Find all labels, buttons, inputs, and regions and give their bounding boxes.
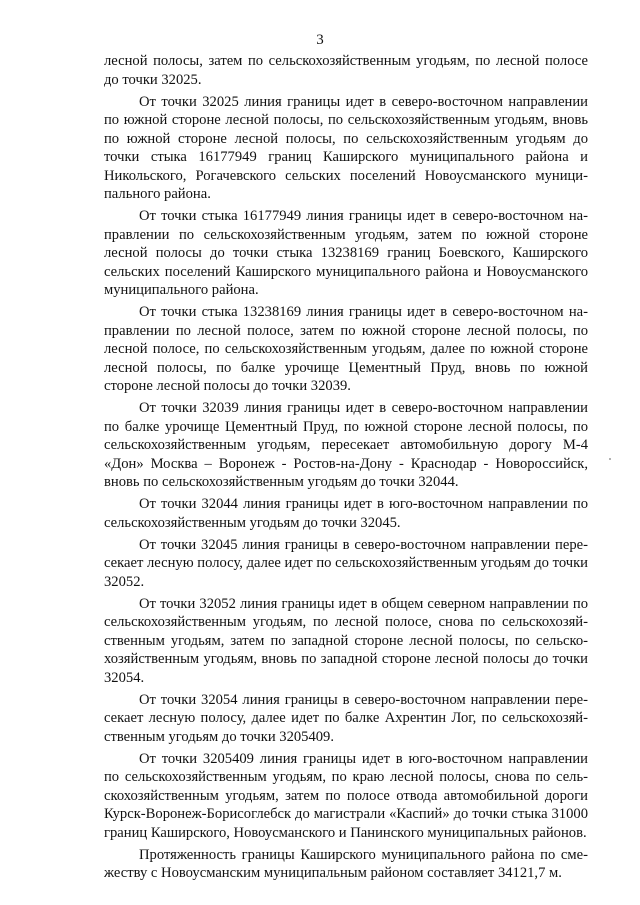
paragraph-point-32039: От точки 32039 линия границы идет в северо-восточном направлении по балке урочище Цементный Пруд, по южной стороне лесной полосы, по сельскохозяйственным угодьям, пересекает автомобильную дорогу М-4 «Дон» Москва – Воронеж - Ростов-на-Дону - Краснодар - Новороссийск, вновь по сельскохозяйственным угодьям до точки 32044. [104, 400, 588, 490]
paragraph-point-13238169: От точки стыка 13238169 линия границы идет в северо-восточном направлении по лесной полосе, затем по южной стороне лесной полосы, по лесной полосе, по сельскохозяйственным угодьям, далее по южной стороне лесной полосы, по балке урочище Цементный Пруд, вновь по южной стороне лесной полосы до точки 32039. [104, 304, 588, 394]
scan-speck [609, 458, 611, 460]
paragraph-boundary-length: Протяженность границы Каширского муниципального района по смежеству с Новоусманским муниципальным районом составляет 34121,7 м. [104, 846, 588, 881]
paragraph-point-32045: От точки 32045 линия границы в северо-восточном направлении пересекает лесную полосу, далее идет по сельскохозяйственным угодьям до точки 32052. [104, 536, 588, 590]
paragraph-point-32025: От точки 32025 линия границы идет в северо-восточном направлении по южной стороне лесной полосы, по сельскохозяйственным угодьям, вновь по южной стороне лесной полосы, по сельскохозяйственным угодьям до точки стыка 16177949 границ Каширского муниципального района и Никольского, Рогачевского сельских поселений Новоусманского муниципального района. [104, 93, 588, 202]
paragraph-point-16177949: От точки стыка 16177949 линия границы идет в северо-восточном направлении по сельскохозяйственным угодьям, затем по южной стороне лесной полосы до точки стыка 13238169 границ Боевского, Каширского сельских поселений Каширского муниципального района и Новоусманского муниципального района. [104, 208, 588, 298]
paragraph-point-32054: От точки 32054 линия границы в северо-восточном направлении пересекает лесную полосу, далее идет по балке Ахрентин Лог, по сельскохозяйственным угодьям до точки 3205409. [104, 691, 588, 745]
paragraph-point-3205409: От точки 3205409 линия границы идет в юго-восточном направлении по сельскохозяйственным угодьям, по краю лесной полосы, снова по сельскохозяйственным угодьям, затем по полосе отвода автомобильной дороги Курск-Воронеж-Борисоглебск до магистрали «Каспий» до точки стыка 31000 границ Каширского, Новоусманского и Панинского муниципальных районов. [104, 750, 588, 841]
paragraph-point-32052: От точки 32052 линия границы идет в общем северном направлении по сельскохозяйственным угодьям, по лесной полосе, снова по сельскохозяйственным угодьям, затем по западной стороне лесной полосы, по сельскохозяйственным угодьям, вновь по западной стороне лесной полосы до точки 32054. [104, 595, 588, 686]
page-number: 3 [316, 32, 324, 48]
document-body [104, 52, 588, 886]
paragraph-point-32044: От точки 32044 линия границы идет в юго-восточном направлении по сельскохозяйственным угодьям до точки 32045. [104, 496, 588, 531]
paragraph-continuation: лесной полосы, затем по сельскохозяйственным угодьям, по лесной полосе до точки 32025. [104, 53, 588, 88]
